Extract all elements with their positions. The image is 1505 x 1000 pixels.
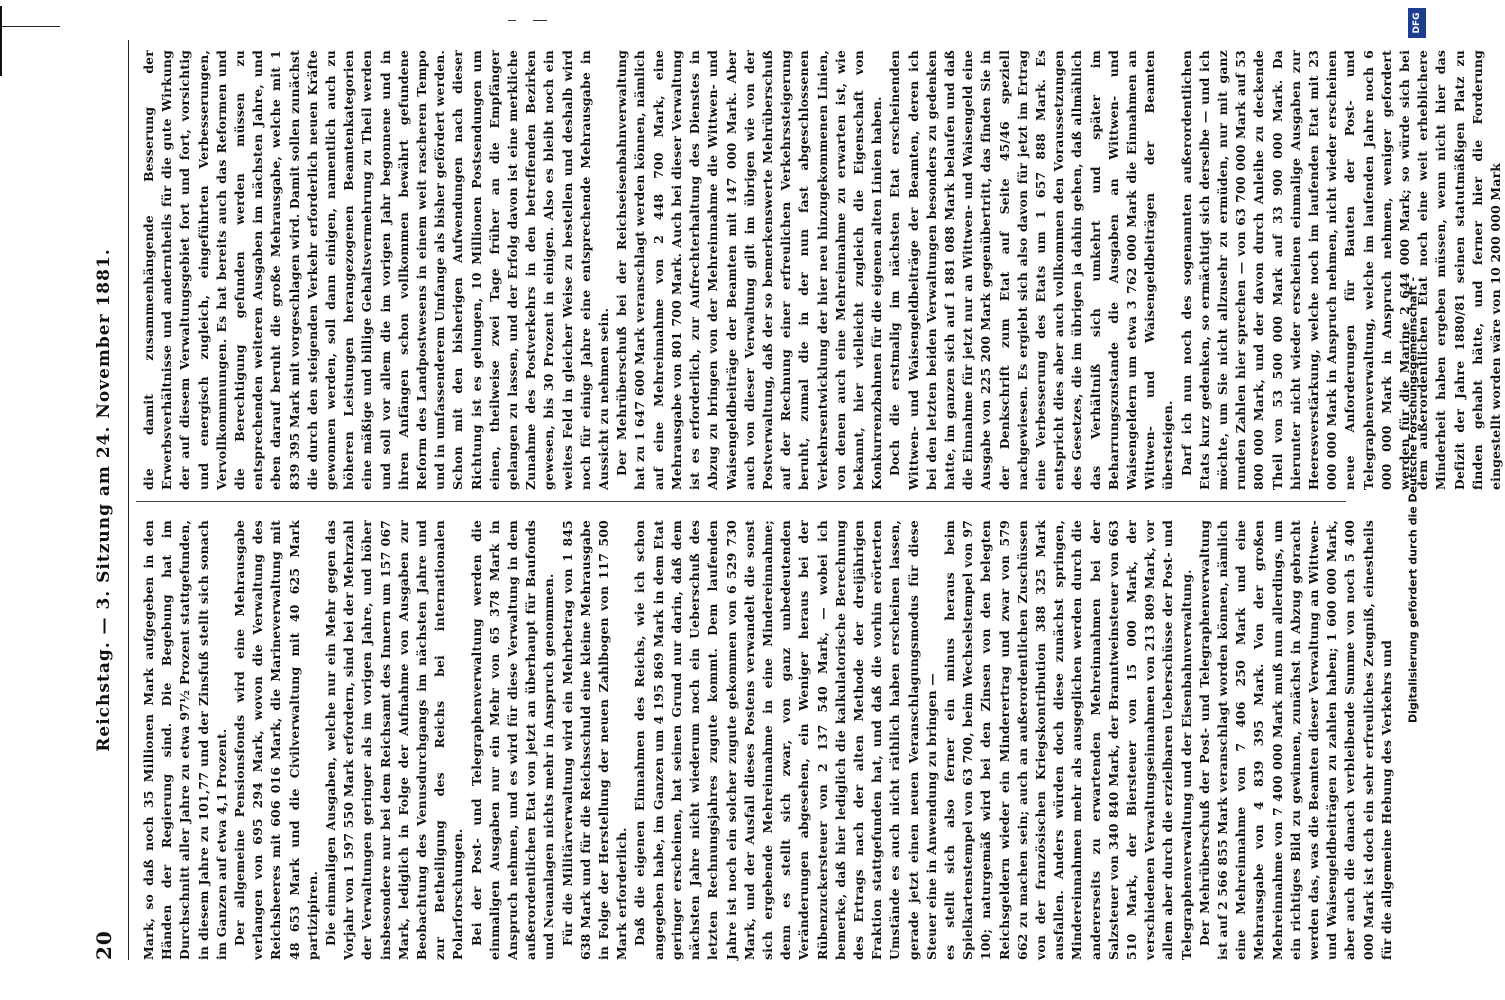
paragraph: die damit zusammenhängende Besserung der Erwerbsverhältnisse und anderntheils für die gute Wirkung der auf diesem Verwaltungsgebiet fort und fort, vorsichtig und energisch zugleich, eingeführten Verbesserungen, Vervollkommnungen. Es hat bereits auch das Reformen und die Berechtigung gefunden werden müssen zu entsprechenden weiteren Ausgaben im nächsten Jahre, und eben darauf beruht die große Mehrausgabe, welche mit 1 839 395 Mark mit vorgeschlagen wird. Damit sollen zunächst die durch den steigenden Verkehr erforderlich neuen Kräfte gewonnen werden, soll dann einigen, namentlich auch zu höheren Leistungen herangezogenen Beamtenkategorien eine mäßige und billige Gehaltsvermehrung zu Theil werden und soll vor allem die im vorigen Jahr begonnene und in ihren Anfängen schon vollkommen bewährt gefundene Reform des Landpostwesens in einem weit rascheren Tempo und in umfassenderem Umfange als bisher gefördert werden. Schon mit den bisherigen Aufwendungen nach dieser Richtung ist es gelungen, 10 Millionen Postsendungen um einen, theilweise zwei Tage früher an die Empfänger gelangen zu lassen, und der Erfolg davon ist eine merkliche Zunahme des Postverkehrs in den betreffenden Bezirken gewesen, bis 30 Prozent in einigen. Also es bleibt noch ein weites Feld in gleicher Weise zu bestellen und deshalb wird noch für einige Jahre eine entsprechende Mehrausgabe in Aussicht zu nehmen sein. — [141, 50, 612, 490]
binding-mark — [0, 6, 2, 76]
text-column-right — [140, 50, 1504, 490]
paragraph: es stellt sich also ferner ein minus heraus beim Spielkartenstempel von 63 700, beim Wechselstempel von 97 100; naturgemäß wird bei den Zinsen von den belegten Reichsgeldern wieder ein Minderertrag und zwar von 579 662 zu machen sein; auch an außerordentlichen Zuschüssen von der französischen Kriegskontribution 388 325 Mark ausfallen. Anders würden doch diese zunächst springen, Mindereinnahmen mehr als ausgeglichen werden durch die andererseits zu erwartenden Mehreinnahmen bei der Salzsteuer von 340 840 Mark, der Branntweinsteuer von 663 510 Mark, der Biersteuer von 15 000 Mark, der verschiedenen Verwaltungseinnahmen von 213 809 Mark, vor allem aber durch die erzielbaren Ueberschüsse der Post- und Telegraphenverwaltung und der Eisenbahnverwaltung. — [941, 520, 1194, 960]
dfg-logo — [1408, 8, 1426, 38]
running-head — [92, 40, 122, 960]
paragraph: Die einmaligen Ausgaben, welche nur ein Mehr gegen das Vorjahr von 1 597 550 Mark erfordern, sind bei der Mehrzahl der Verwaltungen geringer als im vorigen Jahre, und höher insbesondere nur bei dem Reichsamt des Innern um 157 067 Mark, lediglich in Folge der Aufnahme von Ausgaben zur Beobachtung des Venusdurchgangs im nächsten Jahre und zur Betheiligung des Reichs bei internationalen Polarforschungen. — [323, 520, 466, 960]
paragraph: Darf ich nun noch des sogenannten außerordentlichen Etats kurz gedenken, so ermächtigt sich derselbe — und ich möchte, um Sie nicht allzusehr zu ermüden, nur mit ganz runden Zahlen hier sprechen — von 63 700 000 Mark auf 53 800 000 Mark, und der davon durch Anleihe zu deckende Theil von 53 500 000 Mark auf 33 900 000 Mark. Da hierunter nicht wieder erscheinen einmalige Ausgaben zur Heeresverstärkung, welche noch im laufenden Etat mit 23 000 000 Mark in Anspruch nehmen, nicht wieder erscheinen neue Anforderungen für Bauten der Post- und Telegraphenverwaltung, welche im laufenden Jahre noch 6 000 000 Mark in Anspruch nehmen, weniger gefordert werden für die Marine 2 644 000 Mark; so würde sich bei dem außerordentlichen Etat noch eine weit erheblichere Minderheit haben ergeben müssen, wenn nicht hier das Defizit der Jahre 1880/81 seinen statutmäßigen Platz zu finden gehabt hätte, und ferner hier die Forderung eingestellt worden wäre von 10 200 000 Mark — [1178, 50, 1504, 490]
dfg-logo-label: DFG — [1412, 12, 1422, 34]
running-head-title: Reichstag. — 3. Sitzung am 24. November 1881. — [94, 248, 114, 752]
text-column-left — [140, 520, 1394, 960]
paragraph: Der allgemeine Pensionsfonds wird eine Mehrausgabe verlangen von 695 294 Mark, wovon die Verwaltung des Reichsheeres mit 606 016 Mark, die Marineverwaltung mit 48 653 Mark und die Civilverwaltung mit 40 625 Mark partizipiren. — [232, 520, 320, 960]
paragraph: Der Mehrüberschuß der Post- und Telegraphenverwaltung ist auf 2 566 855 Mark veranschlagt worden können, nämlich eine Mehreinnahme von 7 406 250 Mark und eine Mehrausgabe von 4 839 395 Mark. Von der großen Mehreinnahme von 7 400 000 Mark muß nun allerdings, um ein richtiges Bild zu gewinnen, zunächst in Abzug gebracht werden das, was die Beamten dieser Verwaltung an Wittwen- und Waisengeldbeiträgen zu zahlen haben; 1 600 000 Mark, aber auch die danach verbleibende Summe von noch 5 400 000 Mark ist doch ein sehr erfreuliches Zeugniß, einestheils für die allgemeine Hebung des Verkehrs und — [1196, 520, 1394, 960]
paragraph: Für die Militärverwaltung wird ein Mehrbetrag von 1 845 638 Mark und für die Reichsschuld eine kleine Mehrausgabe in Folge der Herstellung der neuen Zahlbogen von 117 500 Mark erforderlich. — [559, 520, 630, 960]
binding-rule — [2, 26, 60, 27]
paragraph: Bei der Post- und Telegraphenverwaltung werden die einmaligen Ausgaben nur ein Mehr von 65 378 Mark in Anspruch nehmen, und es wird für diese Verwaltung in dem außerordentlichen Etat von jetzt an überhaupt für Baufonds und Neuanlagen nichts mehr in Anspruch genommen. — [468, 520, 557, 960]
page-number: 20 — [92, 930, 116, 960]
column-divider — [136, 501, 1346, 502]
attribution-strip — [1404, 0, 1422, 1000]
attribution-text: Digitalisierung gefördert durch die Deutsche Forschungsgemeinschaft - — [1406, 276, 1420, 724]
header-rule — [128, 40, 129, 960]
paragraph: Doch die erstmalig im nächsten Etat erscheinenden Wittwen- und Waisengeldbeiträge der Beamten, deren ich bei den letzten beiden Verwaltungen besonders zu gedenken hatte, im ganzen sich auf 1 881 088 Mark belaufen und daß die Einnahme für jetzt nur an Wittwen- und Waisengeld eine Ausgabe von 225 200 Mark gegenübertritt, das finden Sie in der Denkschrift zum Etat auf Seite 45/46 speziell nachgewiesen. Es ergiebt sich also davon für jetzt im Ertrag eine Verbesserung des Etats um 1 657 888 Mark. Es entspricht dies aber auch vollkommen den Voraussetzungen des Gesetzes, die im übrigen ja dahin gehen, daß allmählich das Verhältniß sich umkehrt und später im Beharrungszustande die Ausgaben an Wittwen- und Waisengeldern um etwa 3 762 000 Mark die Einnahmen an Wittwen- und Waisengeldbeiträgen der Beamten übersteigen. — [887, 50, 1176, 490]
paragraph: Daß die eigenen Einnahmen des Reichs, wie ich schon angegeben habe, im Ganzen um 4 195 869 Mark in dem Etat geringer erscheinen, hat seinen Grund nur darin, daß dem nächsten Jahre nicht wiederum noch ein Ueberschuß des letzten Rechnungsjahres zugute kommt. Dem laufenden Jahre ist noch ein solcher zugute gekommen von 6 529 730 Mark, und der Ausfall dieses Postens verwandelt die sonst sich ergebende Mehreinnahme in eine Mindereinnahme; denn es stellt sich zwar, von ganz unbedeutenden Veränderungen abgesehen, ein Weniger heraus bei der Rübenzuckersteuer von 2 137 540 Mark, — wobei ich bemerke, daß hier lediglich die kalkulatorische Berechnung des Ertrags nach der alten Methode der dreijährigen Fraktion stattgefunden hat, und daß die vorhin erörterten Umstände es auch nicht räthlich haben erscheinen lassen, gerade jetzt einen neuen Veranschlagungsmodus für diese Steuer eine in Anwendung zu bringen — — [632, 520, 939, 960]
paragraph: Mark, so daß noch 35 Millionen Mark aufgegeben in den Händen der Regierung sind. Die Begebung hat im Durchschnitt aller Jahre zu etwa 97½ Prozent stattgefunden, in diesem Jahre zu 101,77 und der Zinsfuß stellt sich sonach im Ganzen auf etwa 4,1 Prozent. — [141, 520, 229, 960]
paragraph: Der Mehrüberschuß bei der Reichseisenbahnverwaltung hat zu 1 647 600 Mark veranschlagt werden können, nämlich auf eine Mehreinnahme von 2 448 700 Mark, eine Mehrausgabe von 801 700 Mark. Auch bei dieser Verwaltung ist es erforderlich, zur Aufrechterhaltung des Dienstes in Abzug zu bringen von der Mehreinnahme die Wittwen- und Waisengeldbeiträge der Beamten mit 147 000 Mark. Aber auch von dieser Verwaltung gilt im übrigen wie von der Postverwaltung, daß der so bemerkenswerte Mehrüberschuß auf der Rechnung einer erfreulichen Verkehrssteigerung beruht, zumal die in der nun fast abgeschlossenen Verkehrsentwicklung der hier neu hinzugekommenen Linien, von denen auch eine Mehreinnahme zu erwarten ist, wie bekannt, hier vielleicht zugleich die Eigenschaft von Konkurrenzbahnen für die eigenen alten Linien haben. — [614, 50, 885, 490]
